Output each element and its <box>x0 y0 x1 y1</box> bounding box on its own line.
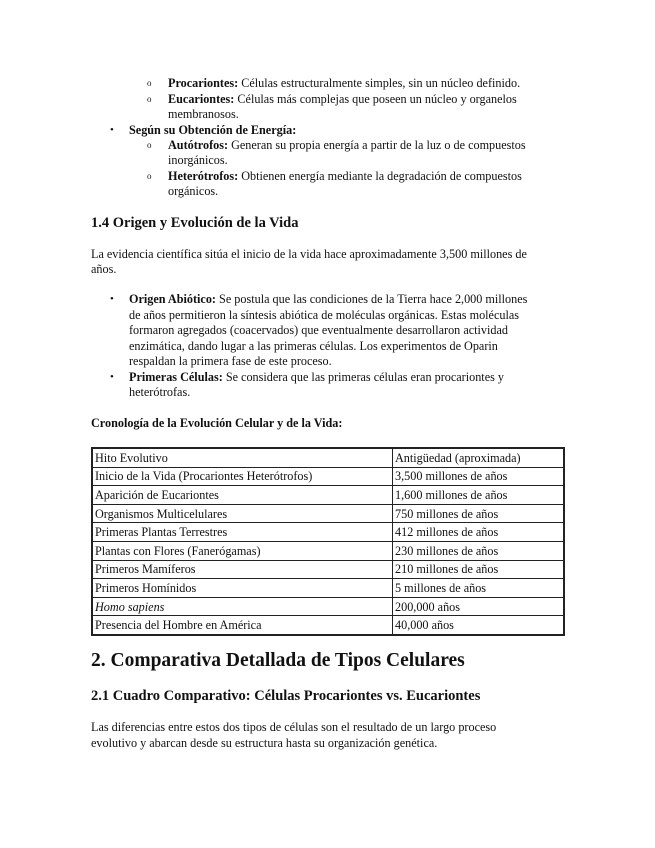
circle-bullet-icon: o <box>147 94 152 104</box>
term: Heterótrofos: <box>168 169 239 183</box>
energy-heading: Según su Obtención de Energía: <box>129 123 297 137</box>
intro-paragraph-line: años. <box>91 262 117 276</box>
definition-line: Generan su propia energía a partir de la luz o de compuestos <box>231 138 526 152</box>
table-cell: 230 millones de años <box>393 541 565 560</box>
bullet-primeras-celulas <box>129 370 504 386</box>
term: Primeras Células: <box>129 370 223 384</box>
table-row <box>92 597 564 616</box>
table-cell: Plantas con Flores (Fanerógamas) <box>92 541 393 560</box>
list-item-continuation: inorgánicos. <box>168 153 228 167</box>
circle-bullet-icon: o <box>147 171 152 181</box>
term: Procariontes: <box>168 76 239 90</box>
list-item-heterotrofos <box>168 169 522 185</box>
list-item-autotrofos <box>168 138 526 154</box>
bullet-line: de años permitieron la síntesis abiótica de moléculas orgánicas. Estas moléculas <box>129 308 519 322</box>
bullet-line: heterótrofas. <box>129 385 191 399</box>
list-item-eucariontes <box>168 92 517 108</box>
chronology-table <box>91 447 565 636</box>
table-cell: 412 millones de años <box>393 523 565 542</box>
term: Eucariontes: <box>168 92 235 106</box>
bullet-line: formaron agregados (coacervados) que eventualmente desarrollaron actividad <box>129 323 508 337</box>
table-cell: Presencia del Hombre en América <box>92 616 393 635</box>
bullet-line: respaldan la primera fase de este proceso. <box>129 354 332 368</box>
disc-bullet-icon: • <box>110 293 114 305</box>
list-item-continuation: orgánicos. <box>168 184 219 198</box>
table-cell: Aparición de Eucariontes <box>92 486 393 505</box>
bullet-origen-abiotico <box>129 292 527 308</box>
table-cell: 3,500 millones de años <box>393 467 565 486</box>
table-cell: 1,600 millones de años <box>393 486 565 505</box>
intro-paragraph-line: La evidencia científica sitúa el inicio de la vida hace aproximadamente 3,500 millones de <box>91 247 527 261</box>
circle-bullet-icon: o <box>147 78 152 88</box>
table-cell: 200,000 años <box>393 597 565 616</box>
table-cell: Primeras Plantas Terrestres <box>92 523 393 542</box>
italic-species-name: Homo sapiens <box>95 599 165 614</box>
term: Autótrofos: <box>168 138 229 152</box>
table-cell: 5 millones de años <box>393 579 565 598</box>
table-cell: 40,000 años <box>393 616 565 635</box>
bullet-line: enzimática, dando lugar a las primeras células. Los experimentos de Oparin <box>129 339 498 353</box>
table-cell <box>92 597 393 616</box>
table-row <box>92 467 564 486</box>
section-heading-2: 2. Comparativa Detallada de Tipos Celulares <box>91 650 465 671</box>
table-cell: 750 millones de años <box>393 504 565 523</box>
table-caption: Cronología de la Evolución Celular y de la Vida: <box>91 416 343 430</box>
disc-bullet-icon: • <box>110 124 114 136</box>
table-cell: Primeros Homínidos <box>92 579 393 598</box>
bullet-line: Se postula que las condiciones de la Tierra hace 2,000 millones <box>219 292 528 306</box>
table-row <box>92 504 564 523</box>
table-cell: Organismos Multicelulares <box>92 504 393 523</box>
table-row <box>92 486 564 505</box>
definition: Células estructuralmente simples, sin un núcleo definido. <box>241 76 521 90</box>
table-row <box>92 616 564 635</box>
list-item-continuation: membranosos. <box>168 107 239 121</box>
table-header-cell: Hito Evolutivo <box>92 448 393 467</box>
table-row <box>92 579 564 598</box>
definition-line: Células más complejas que poseen un núcleo y organelos <box>237 92 517 106</box>
disc-bullet-icon: • <box>110 371 114 383</box>
table-cell: Primeros Mamíferos <box>92 560 393 579</box>
circle-bullet-icon: o <box>147 140 152 150</box>
section-heading-2-1: 2.1 Cuadro Comparativo: Células Procariontes vs. Eucariontes <box>91 688 481 704</box>
section-heading-1-4: 1.4 Origen y Evolución de la Vida <box>91 215 299 231</box>
list-item-procariontes <box>168 76 520 92</box>
table-header-cell: Antigüedad (aproximada) <box>393 448 565 467</box>
bullet-line: Se considera que las primeras células eran procariontes y <box>225 370 504 384</box>
paragraph-line: Las diferencias entre estos dos tipos de células son el resultado de un largo proceso <box>91 720 497 734</box>
table-header-row <box>92 448 564 467</box>
table-row <box>92 523 564 542</box>
term: Origen Abiótico: <box>129 292 216 306</box>
table-row <box>92 541 564 560</box>
table-cell: Inicio de la Vida (Procariontes Heterótrofos) <box>92 467 393 486</box>
table-row <box>92 560 564 579</box>
definition-line: Obtienen energía mediante la degradación de compuestos <box>241 169 522 183</box>
paragraph-line: evolutivo y abarcan desde su estructura hasta su organización genética. <box>91 736 438 750</box>
table-cell: 210 millones de años <box>393 560 565 579</box>
